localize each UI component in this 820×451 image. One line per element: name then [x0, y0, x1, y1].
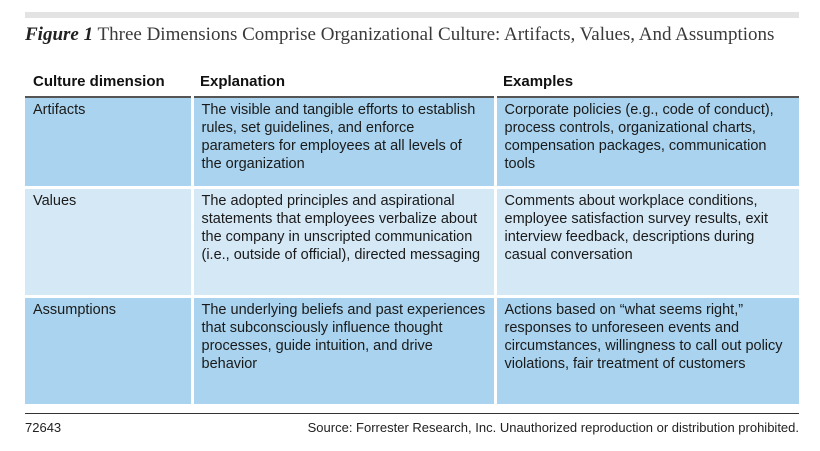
- culture-table-container: [25, 67, 799, 404]
- header-examples: Examples: [495, 67, 799, 97]
- table-header-row: [25, 67, 799, 97]
- source-note: Source: Forrester Research, Inc. Unauthorized reproduction or distribution prohibited.: [307, 420, 799, 435]
- cell-explanation: The underlying beliefs and past experiences that subconsciously influence thought processes, guide intuition, and drive behavior: [192, 297, 495, 405]
- cell-explanation: The visible and tangible efforts to establish rules, set guidelines, and enforce parameters for employees at all levels of the organization: [192, 97, 495, 188]
- cell-dimension: Values: [25, 188, 192, 297]
- cell-dimension: Artifacts: [25, 97, 192, 188]
- figure-id: 72643: [25, 420, 62, 435]
- table-row-values: [25, 188, 799, 297]
- culture-table: [25, 67, 799, 404]
- header-culture-dimension: Culture dimension: [25, 67, 192, 97]
- table-row-artifacts: [25, 97, 799, 188]
- top-rule: [25, 12, 799, 18]
- table-row-assumptions: [25, 297, 799, 405]
- cell-examples: Comments about workplace conditions, employee satisfaction survey results, exit interview feedback, descriptions during casual conversation: [495, 188, 799, 297]
- cell-examples: Corporate policies (e.g., code of conduct), process controls, organizational charts, compensation packages, communication tools: [495, 97, 799, 188]
- figure-title: [25, 24, 805, 46]
- cell-examples: Actions based on “what seems right,” responses to unforeseen events and circumstances, willingness to call out policy violations, fair treatment of customers: [495, 297, 799, 405]
- header-explanation: Explanation: [192, 67, 495, 97]
- figure-title-text: Three Dimensions Comprise Organizational Culture: Artifacts, Values, And Assumptions: [97, 24, 775, 45]
- cell-explanation: The adopted principles and aspirational statements that employees verbalize about the company in unscripted communication (i.e., outside of official), directed messaging: [192, 188, 495, 297]
- cell-dimension: Assumptions: [25, 297, 192, 405]
- figure-label: Figure 1: [25, 24, 94, 45]
- bottom-rule: [25, 413, 799, 414]
